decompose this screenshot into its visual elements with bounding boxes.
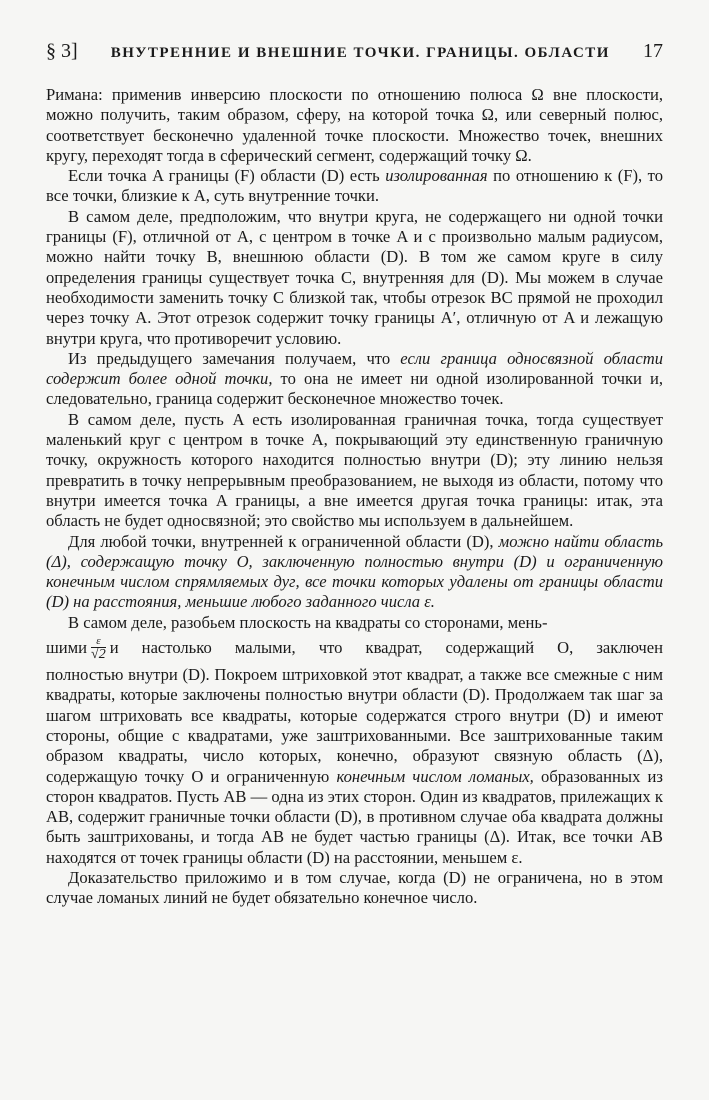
paragraph-7-line-1: В самом деле, разобьем плоскость на квадраты со сторонами, мень-: [68, 612, 548, 632]
paragraph-5: В самом деле, пусть A есть изолированная граничная точка, тогда существует маленький круг с центром в точке A, покрывающий эту единственную граничную точку, окружность которого находится полностью внутри (D); эту линию нельзя превратить в точку непрерывным преобразованием, не выходя из области, потому что внутри имеется точка A границы, а вне имеется другая точка границы: итак, эта область не будет односвязной; это свойство мы используем в дальнейшем.: [46, 409, 663, 531]
running-header: [46, 40, 663, 68]
theorem-statement-1: если граница односвязной области содержит более одной точки,: [46, 348, 663, 389]
paragraph-1: Римана: применив инверсию плоскости по отношению полюса Ω вне плоскости, можно получить, таким образом, сферу, на которой точка Ω, или северный полюс, соответствует бесконечно удаленной точке плоскости. Множество точек, внешних кругу, переходят тогда в сферический сегмент, содержащий точку Ω.: [46, 85, 663, 165]
paragraph-6: Для любой точки, внутренней к ограниченной области (D), можно найти область (Δ), содержащую точку O, заключенную полностью внутри (D) и ограниченную конечным числом спрямляемых дуг, все точки которых удалены от границы области (D) на расстояния, меньшие любого заданного числа ε.: [46, 531, 663, 612]
paragraph-7-formula-line: шими $\frac{\varepsilon}{√2}$ и настолько малыми, что квадрат, содержащий O, заключен: [46, 635, 663, 663]
paragraph-2: Если точка A границы (F) области (D) есть изолированная по отношению к (F), то все точки, близкие к A, суть внутренние точки.: [46, 166, 663, 206]
paragraph-4: Из предыдущего замечания получаем, что если граница односвязной области содержит более одной точки, то она не имеет ни одной изолированной точки и, следовательно, граница содержит бесконечное множество точек.: [46, 348, 664, 409]
paragraph-8: Доказательство приложимо и в том случае, когда (D) не ограничена, но в этом случае ломаных линий не будет обязательно конечное число.: [46, 867, 663, 908]
section-mark: § 3]: [46, 40, 78, 62]
page-number: 17: [642, 40, 663, 62]
theorem-statement-2: можно найти область (Δ), содержащую точку O, заключенную полностью внутри (D) и ограниченную конечным числом спрямляемых дуг, все точки которых удалены от границы области (D) на расстояния, меньшие любого заданного числа ε.: [46, 531, 663, 612]
emphasis-finite-polylines: конечным числом ломаных,: [336, 766, 534, 786]
paragraph-3: В самом деле, предположим, что внутри круга, не содержащего ни одной точки границы (F), отличной от A, с центром в точке A и с произвольно малым радиусом, можно найти точку B, внешнюю области (D). В том же самом круге в силу определения границы существует точка C, внутренняя для (D). Мы можем в случае необходимости заменить точку C близкой так, чтобы отрезок BC прямой не проходил через точку A. Этот отрезок содержит точку границы A′, отличную от A и лежащую внутри круга, что противоречит условию.: [46, 206, 663, 348]
paragraph-7-rest: полностью внутри (D). Покроем штриховкой этот квадрат, а также все смежные с ним квадраты, которые заключены полностью внутри области (D). Продолжаем так шаг за шагом штриховать все квадраты, которые содержатся строго внутри (D) и имеют стороны, общие с квадратами, уже заштрихованными. Все заштрихованные таким образом квадраты, число которых, конечно, образуют связную область (Δ), содержащую точку O и ограниченную конечным числом ломаных, образованных из сторон квадратов. Пусть AB — одна из этих сторон. Один из квадратов, прилежащих к AB, содержит граничные точки области (D), в противном случае оба квадрата должны быть заштрихованы, и тогда AB не будет частью границы (Δ). Итак, все точки AB находятся от точек границы области (D) на расстоянии, меньшем ε.: [46, 665, 663, 867]
emphasis-isolated: изолированная: [385, 166, 488, 186]
fraction-epsilon-over-root2: $\frac{\varepsilon}{√2}$: [91, 635, 106, 663]
page-body: [46, 85, 663, 909]
running-title: ВНУТРЕННИЕ И ВНЕШНИЕ ТОЧКИ. ГРАНИЦЫ. ОБЛАСТИ: [110, 45, 610, 61]
